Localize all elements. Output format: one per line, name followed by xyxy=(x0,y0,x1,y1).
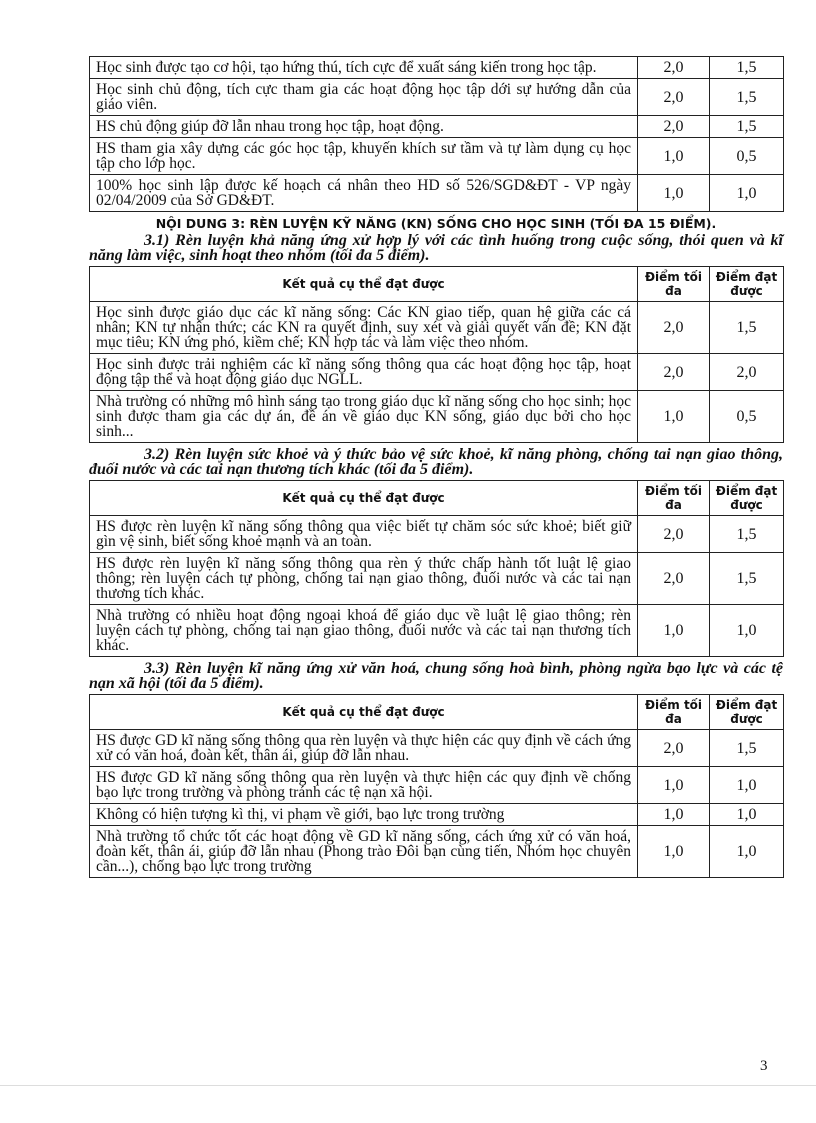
max-score: 2,0 xyxy=(638,354,710,391)
subsection-3-3-title: 3.3) Rèn luyện kĩ năng ứng xử văn hoá, chung sống hoà bình, phòng ngừa bạo lực và các tệ nạn xã hội (tối đa 5 điểm). xyxy=(89,660,783,692)
achieved-score: 1,5 xyxy=(710,57,784,79)
subsection-3-2-body xyxy=(90,516,784,657)
criterion-text: Học sinh chủ động, tích cực tham gia các hoạt động học tập dới sự hướng dẫn của giáo viên. xyxy=(90,79,638,116)
achieved-score: 1,0 xyxy=(710,175,784,212)
table-row xyxy=(90,57,784,79)
header-max-score: Điểm tối đa xyxy=(638,695,710,730)
table-row xyxy=(90,553,784,605)
document-page xyxy=(89,56,783,878)
criterion-text: Học sinh được giáo dục các kĩ năng sống: Các KN giao tiếp, quan hệ giữa các cá nhân; KN tự nhận thức; các KN ra quyết định, suy xét và giải quyết vấn đề; KN đặt mục tiêu; KN ứng phó, kiềm chế; KN hợp tác và làm việc theo nhóm. xyxy=(90,302,638,354)
max-score: 2,0 xyxy=(638,116,710,138)
criterion-text: HS chủ động giúp đỡ lẫn nhau trong học tập, hoạt động. xyxy=(90,116,638,138)
achieved-score: 1,5 xyxy=(710,516,784,553)
table-row xyxy=(90,730,784,767)
achieved-score: 1,5 xyxy=(710,730,784,767)
max-score: 1,0 xyxy=(638,605,710,657)
table-row xyxy=(90,354,784,391)
table-row xyxy=(90,391,784,443)
subsection-3-1-table xyxy=(89,266,784,443)
table-row xyxy=(90,826,784,878)
table-header-row xyxy=(90,695,784,730)
header-achieved-score: Điểm đạt được xyxy=(710,695,784,730)
header-achieved-score: Điểm đạt được xyxy=(710,267,784,302)
header-max-score: Điểm tối đa xyxy=(638,267,710,302)
page-number: 3 xyxy=(760,1058,768,1074)
achieved-score: 1,0 xyxy=(710,826,784,878)
page-bottom-divider xyxy=(0,1085,816,1086)
criterion-text: HS được GD kĩ năng sống thông qua rèn luyện và thực hiện các quy định về cách ứng xử có văn hoá, đoàn kết, thân ái, giúp đỡ lẫn nhau. xyxy=(90,730,638,767)
achieved-score: 2,0 xyxy=(710,354,784,391)
max-score: 2,0 xyxy=(638,730,710,767)
max-score: 1,0 xyxy=(638,175,710,212)
table-row xyxy=(90,302,784,354)
top-criteria-table xyxy=(89,56,784,212)
achieved-score: 0,5 xyxy=(710,391,784,443)
table-header-row xyxy=(90,267,784,302)
table-row xyxy=(90,804,784,826)
criterion-text: 100% học sinh lập được kế hoạch cá nhân theo HD số 526/SGD&ĐT - VP ngày 02/04/2009 của Sở GD&ĐT. xyxy=(90,175,638,212)
criterion-text: Nhà trường có nhiều hoạt động ngoại khoá để giáo dục về luật lệ giao thông; rèn luyện cách tự phòng, chống tai nạn giao thông, đuối nước và các tai nạn thương tích khác. xyxy=(90,605,638,657)
table-row xyxy=(90,516,784,553)
max-score: 2,0 xyxy=(638,516,710,553)
achieved-score: 1,5 xyxy=(710,79,784,116)
header-max-score: Điểm tối đa xyxy=(638,481,710,516)
max-score: 2,0 xyxy=(638,79,710,116)
table-row xyxy=(90,605,784,657)
criterion-text: Nhà trường tổ chức tốt các hoạt động về GD kĩ năng sống, cách ứng xử có văn hoá, đoàn kết, thân ái, giúp đỡ lẫn nhau (Phong trào Đôi bạn cùng tiến, Nhóm học chuyên cần...), chống bạo lực trong trường xyxy=(90,826,638,878)
criterion-text: HS tham gia xây dựng các góc học tập, khuyến khích sư tầm và tự làm dụng cụ học tập cho lớp học. xyxy=(90,138,638,175)
achieved-score: 1,5 xyxy=(710,302,784,354)
table-row xyxy=(90,79,784,116)
criterion-text: HS được GD kĩ năng sống thông qua rèn luyện và thực hiện các quy định về chống bạo lực trong trường và phòng tránh các tệ nạn xã hội. xyxy=(90,767,638,804)
table-row xyxy=(90,767,784,804)
criterion-text: Nhà trường có những mô hình sáng tạo trong giáo dục kĩ năng sống cho học sinh; học sinh được tham gia các dự án, đề án về giáo dục KN sống, giáo dục bởi cho học sinh... xyxy=(90,391,638,443)
criterion-text: HS được rèn luyện kĩ năng sống thông qua rèn ý thức chấp hành tốt luật lệ giao thông; rèn luyện cách tự phòng, chống tai nạn giao thông, đuối nước và các tai nạn thương tích khác. xyxy=(90,553,638,605)
top-table-body xyxy=(90,57,784,212)
max-score: 1,0 xyxy=(638,138,710,175)
subsection-3-2-table xyxy=(89,480,784,657)
max-score: 2,0 xyxy=(638,553,710,605)
criterion-text: Không có hiện tượng kì thị, vi phạm về giới, bạo lực trong trường xyxy=(90,804,638,826)
table-header-row xyxy=(90,481,784,516)
table-row xyxy=(90,116,784,138)
header-result: Kết quả cụ thể đạt được xyxy=(90,481,638,516)
max-score: 1,0 xyxy=(638,804,710,826)
header-result: Kết quả cụ thể đạt được xyxy=(90,267,638,302)
achieved-score: 1,5 xyxy=(710,553,784,605)
achieved-score: 1,0 xyxy=(710,804,784,826)
max-score: 1,0 xyxy=(638,391,710,443)
criterion-text: HS được rèn luyện kĩ năng sống thông qua việc biết tự chăm sóc sức khoẻ; biết giữ gìn vệ sinh, biết sống khoẻ mạnh và an toàn. xyxy=(90,516,638,553)
header-achieved-score: Điểm đạt được xyxy=(710,481,784,516)
max-score: 2,0 xyxy=(638,302,710,354)
achieved-score: 1,5 xyxy=(710,116,784,138)
achieved-score: 1,0 xyxy=(710,605,784,657)
max-score: 1,0 xyxy=(638,826,710,878)
subsection-3-1-body xyxy=(90,302,784,443)
max-score: 2,0 xyxy=(638,57,710,79)
achieved-score: 0,5 xyxy=(710,138,784,175)
subsection-3-2-title: 3.2) Rèn luyện sức khoẻ và ý thức bảo vệ sức khoẻ, kĩ năng phòng, chống tai nạn giao thông, đuối nước và các tai nạn thương tích khác (tối đa 5 điểm). xyxy=(89,446,783,478)
table-row xyxy=(90,175,784,212)
section-3-title: NỘI DUNG 3: RÈN LUYỆN KỸ NĂNG (KN) SỐNG CHO HỌC SINH (TỐI ĐA 15 ĐIỂM). xyxy=(155,216,717,231)
criterion-text: Học sinh được tạo cơ hội, tạo hứng thú, tích cực để xuất sáng kiến trong học tập. xyxy=(90,57,638,79)
subsection-3-3-body xyxy=(90,730,784,878)
header-result: Kết quả cụ thể đạt được xyxy=(90,695,638,730)
criterion-text: Học sinh được trải nghiệm các kĩ năng sống thông qua các hoạt động học tập, hoạt động tập thể và hoạt động giáo dục NGLL. xyxy=(90,354,638,391)
max-score: 1,0 xyxy=(638,767,710,804)
achieved-score: 1,0 xyxy=(710,767,784,804)
subsection-3-3-table xyxy=(89,694,784,878)
subsection-3-1-title: 3.1) Rèn luyện khả năng ứng xử hợp lý với các tình huống trong cuộc sống, thói quen và kĩ năng làm việc, sinh hoạt theo nhóm (tối đa 5 điểm). xyxy=(89,232,783,264)
table-row xyxy=(90,138,784,175)
